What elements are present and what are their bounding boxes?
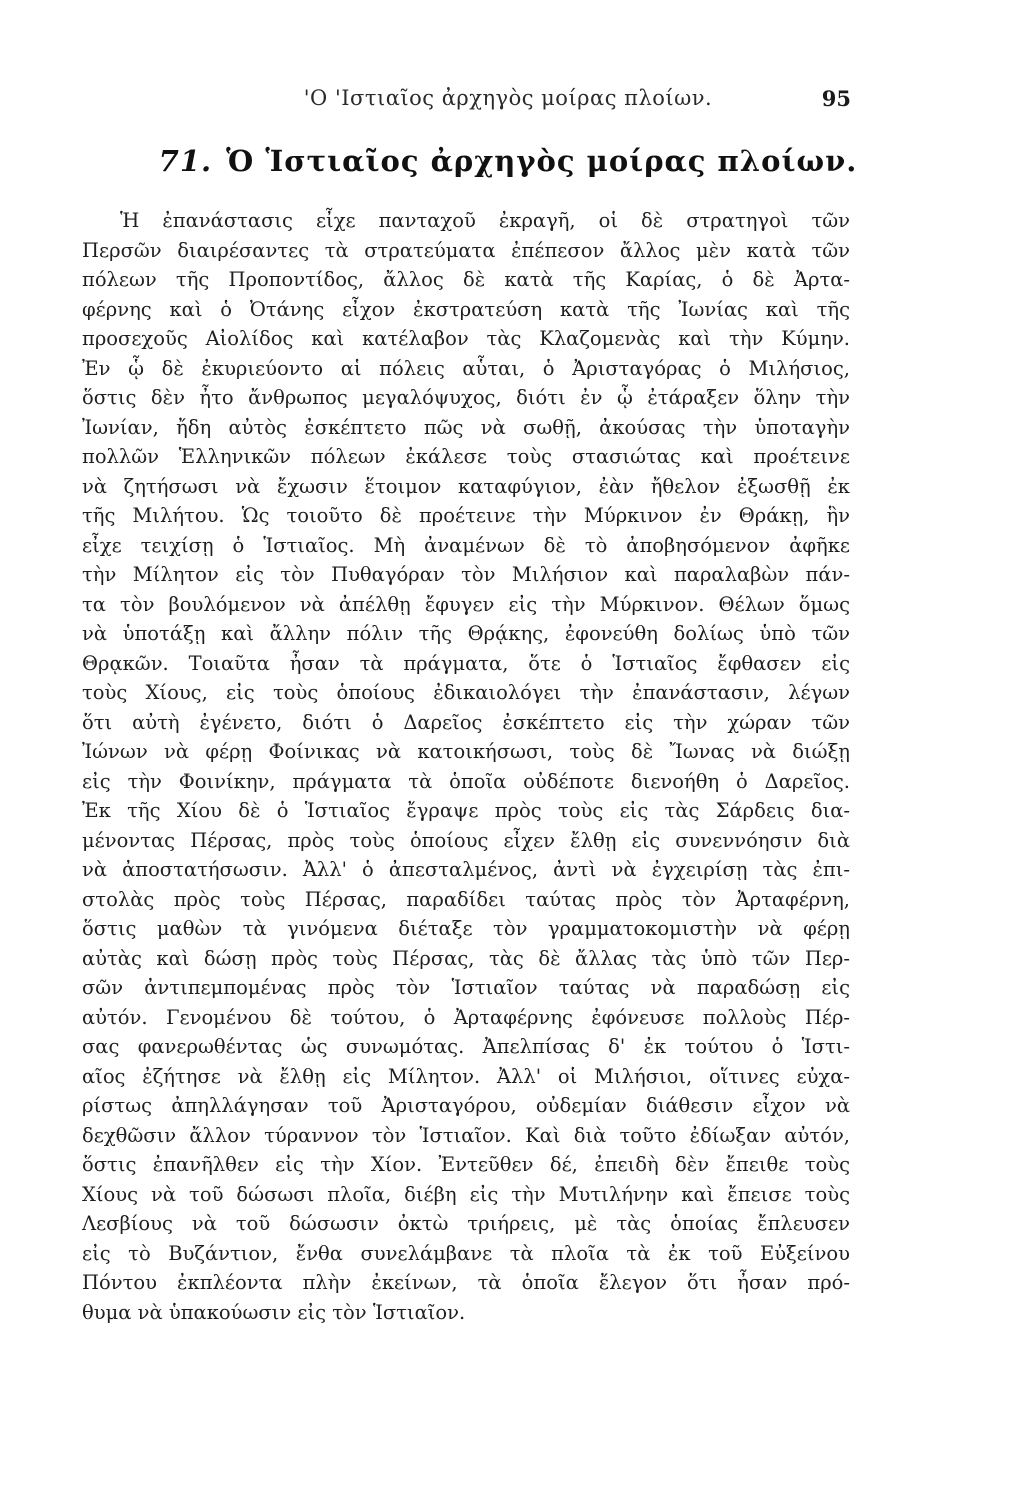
text-line: Χίους νὰ τοῦ δώσωσι πλοῖα, διέβη εἰς τὴν Μυτιλήνην καὶ ἔπεισε τοὺς [82, 1182, 850, 1206]
text-line: ὅστις ἐπανῆλθεν εἰς τὴν Χίον. Ἐντεῦθεν δέ, ἐπειδὴ δὲν ἔπειθε τοὺς [82, 1153, 850, 1176]
text-line: στολὰς πρὸς τοὺς Πέρσας, παραδίδει ταύτας πρὸς τὸν Ἀρταφέρνη, [82, 887, 850, 911]
chapter-title: Ὁ Ἱστιαῖος ἀρχηγὸς μοίρας πλοίων. [226, 144, 858, 178]
text-line: τοὺς Χίους, εἰς τοὺς ὁποίους ἐδικαιολόγει τὴν ἐπανάστασιν, λέγων [82, 681, 850, 704]
page-number: 95 [821, 86, 851, 111]
text-line: εἶχε τειχίσῃ ὁ Ἱστιαῖος. Μὴ ἀναμένων δὲ τὸ ἀποβησόμενον ἀφῆκε [82, 533, 850, 557]
text-line: πολλῶν Ἑλληνικῶν πόλεων ἐκάλεσε τοὺς στασιώτας καὶ προέτεινε [82, 445, 850, 468]
text-line: νὰ ἀποστατήσωσιν. Ἀλλ' ὁ ἀπεσταλμένος, ἀντὶ νὰ ἐγχειρίσῃ τὰς ἐπι- [82, 858, 850, 881]
text-line: αὐτόν. Γενομένου δὲ τούτου, ὁ Ἀρταφέρνης ἐφόνευσε πολλοὺς Πέρ- [82, 1005, 850, 1029]
text-line: ὅστις δὲν ἦτο ἄνθρωπος μεγαλόψυχος, διότι ἐν ᾧ ἐτάραξεν ὅλην τὴν [82, 386, 850, 409]
text-line: Περσῶν διαιρέσαντες τὰ στρατεύματα ἐπέπεσον ἄλλος μὲν κατὰ τῶν [82, 238, 850, 262]
text-line: εἰς τὴν Φοινίκην, πράγματα τὰ ὁποῖα οὐδέποτε διενοήθη ὁ Δαρεῖος. [82, 769, 850, 793]
text-line: Πόντου ἐκπλέοντα πλὴν ἐκείνων, τὰ ὁποῖα ἔλεγον ὅτι ἦσαν πρό- [82, 1271, 850, 1294]
chapter-number: 71. [158, 144, 213, 178]
text-line: πόλεων τῆς Προποντίδος, ἄλλος δὲ κατὰ τῆς Καρίας, ὁ δὲ Ἀρτα- [82, 268, 850, 291]
text-line: Λεσβίους νὰ τοῦ δώσωσιν ὀκτὼ τριήρεις, μὲ τὰς ὁποίας ἔπλευσεν [82, 1212, 850, 1235]
text-line: Ἐκ τῆς Χίου δὲ ὁ Ἱστιαῖος ἔγραψε πρὸς τοὺς εἰς τὰς Σάρδεις δια- [82, 799, 850, 822]
running-head [0, 86, 1016, 116]
text-line: μένοντας Πέρσας, πρὸς τοὺς ὁποίους εἶχεν ἔλθῃ εἰς συνεννόησιν διὰ [82, 828, 850, 852]
text-line: φέρνης καὶ ὁ Ὀτάνης εἶχον ἐκστρατεύση κατὰ τῆς Ἰωνίας καὶ τῆς [82, 297, 850, 321]
running-title: 'Ο 'Ιστιαῖος ἀρχηγὸς μοίρας πλοίων. [303, 86, 713, 110]
text-line: δεχθῶσιν ἄλλον τύραννον τὸν Ἱστιαῖον. Καὶ διὰ τοῦτο ἐδίωξαν αὐτόν, [82, 1123, 850, 1147]
text-line: τῆς Μιλήτου. Ὡς τοιοῦτο δὲ προέτεινε τὴν Μύρκινον ἐν Θράκῃ, ἣν [82, 504, 850, 527]
text-line: νὰ ζητήσωσι νὰ ἔχωσιν ἕτοιμον καταφύγιον, ἐὰν ἤθελον ἐξωσθῇ ἐκ [82, 474, 850, 498]
text-line: Ἐν ᾧ δὲ ἐκυριεύοντο αἱ πόλεις αὗται, ὁ Ἀρισταγόρας ὁ Μιλήσιος, [82, 356, 850, 380]
text-line: Ἡ ἐπανάστασις εἶχε πανταχοῦ ἐκραγῆ, οἱ δὲ στρατηγοὶ τῶν [120, 209, 850, 232]
body-text [82, 206, 850, 1327]
text-line: Θρᾳκῶν. Τοιαῦτα ἦσαν τὰ πράγματα, ὅτε ὁ Ἱστιαῖος ἔφθασεν εἰς [82, 651, 850, 675]
text-line: ρίστως ἀπηλλάγησαν τοῦ Ἀρισταγόρου, οὐδεμίαν διάθεσιν εἶχον νὰ [82, 1094, 850, 1117]
text-line: νὰ ὑποτάξῃ καὶ ἄλλην πόλιν τῆς Θρᾴκης, ἐφονεύθη δολίως ὑπὸ τῶν [82, 622, 850, 645]
text-line: Ἰωνίαν, ἤδη αὐτὸς ἐσκέπτετο πῶς νὰ σωθῇ, ἀκούσας τὴν ὑποταγὴν [82, 415, 850, 439]
text-line: τὴν Μίλητον εἰς τὸν Πυθαγόραν τὸν Μιλήσιον καὶ παραλαβὼν πάν- [82, 563, 850, 586]
text-line: Ἰώνων νὰ φέρῃ Φοίνικας νὰ κατοικήσωσι, τοὺς δὲ Ἴωνας νὰ διώξῃ [82, 740, 850, 763]
text-line: αῖος ἐζήτησε νὰ ἔλθῃ εἰς Μίλητον. Ἀλλ' οἱ Μιλήσιοι, οἵτινες εὐχα- [82, 1064, 850, 1088]
text-line: προσεχοῦς Αἰολίδος καὶ κατέλαβον τὰς Κλαζομενὰς καὶ τὴν Κύμην. [82, 327, 850, 350]
text-line: θυμα νὰ ὑπακούωσιν εἰς τὸν Ἱστιαῖον. [82, 1300, 466, 1324]
text-line: σῶν ἀντιπεμπομένας πρὸς τὸν Ἱστιαῖον ταύτας νὰ παραδώσῃ εἰς [82, 976, 850, 999]
chapter-heading [120, 144, 896, 178]
text-line: αὐτὰς καὶ δώσῃ πρὸς τοὺς Πέρσας, τὰς δὲ ἄλλας τὰς ὑπὸ τῶν Περ- [82, 946, 850, 970]
text-line: ὅστις μαθὼν τὰ γινόμενα διέταξε τὸν γραμματοκομιστὴν νὰ φέρῃ [82, 917, 850, 940]
text-line: τα τὸν βουλόμενον νὰ ἀπέλθῃ ἔφυγεν εἰς τὴν Μύρκινον. Θέλων ὅμως [82, 592, 850, 616]
text-line: ὅτι αὐτὴ ἐγένετο, διότι ὁ Δαρεῖος ἐσκέπτετο εἰς τὴν χώραν τῶν [82, 710, 850, 734]
text-line: σας φανερωθέντας ὡς συνωμότας. Ἀπελπίσας δ' ἐκ τούτου ὁ Ἱστι- [82, 1035, 850, 1058]
text-line: εἰς τὸ Βυζάντιον, ἔνθα συνελάμβανε τὰ πλοῖα τὰ ἐκ τοῦ Εὐξείνου [82, 1241, 850, 1265]
